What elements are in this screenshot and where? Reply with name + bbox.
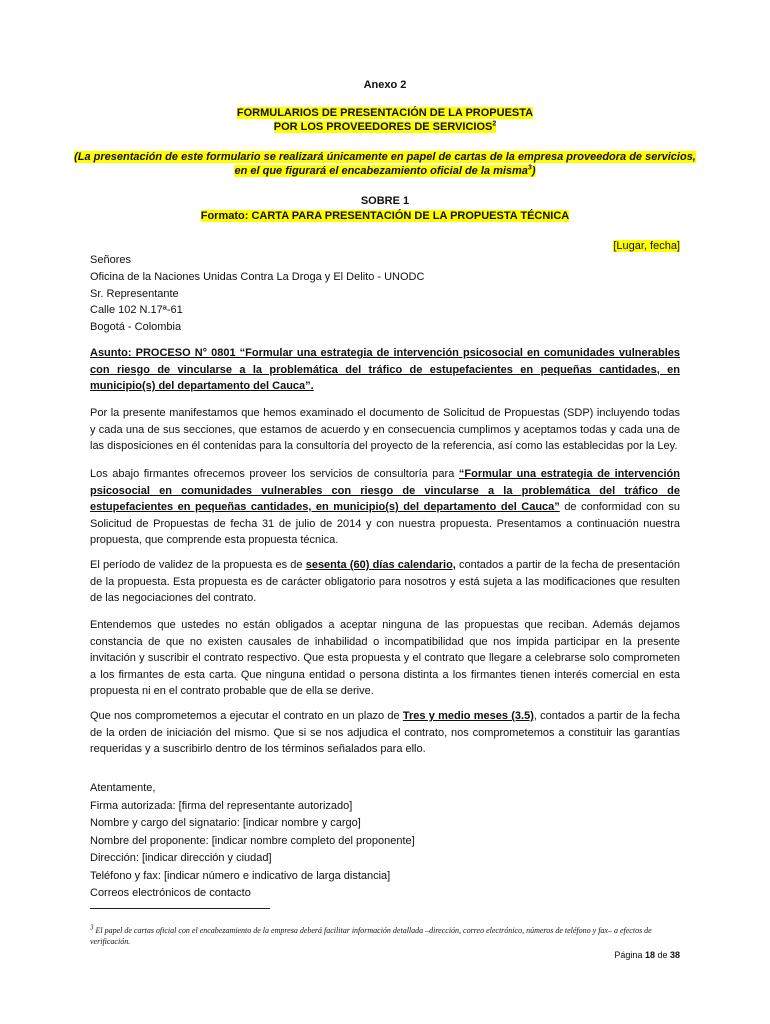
paragraph-2-rest: de conformidad con su Solicitud de Propuestas de fecha 31 de julio de 2014 y con nuestra propuesta. Presentamos a continuación nuestra propuesta, que comprende esta propuesta técnica.	[90, 501, 680, 546]
footnote-ref-3: 3	[527, 164, 532, 172]
footnote-divider	[90, 908, 270, 909]
page-of: de	[654, 950, 670, 960]
footnote-text: El papel de cartas oficial con el encabezamiento de la empresa deberá facilitar información detallada –dirección, correo electrónico, números de teléfono y fax– a efectos de verificación.	[90, 926, 652, 946]
form-title	[0, 106, 770, 134]
validity-period: sesenta (60) días calendario,	[305, 559, 456, 571]
page-label: Página	[614, 950, 645, 960]
paragraph-5	[90, 708, 680, 758]
form-note-line-2	[234, 165, 535, 177]
closing-line: Nombre del proponente: [indicar nombre completo del proponente]	[90, 834, 415, 847]
paragraph-2	[90, 466, 680, 549]
form-title-line-2-text: POR LOS PROVEEDORES DE SERVICIOS	[273, 121, 493, 133]
format-label	[0, 209, 770, 223]
signature-block	[90, 780, 680, 903]
page-number	[614, 950, 680, 960]
recipient-address	[90, 252, 680, 336]
closing-line: Dirección: [indicar dirección y ciudad]	[90, 852, 272, 864]
paragraph-3	[90, 557, 680, 607]
footnote	[90, 925, 680, 947]
form-title-line-1: FORMULARIOS DE PRESENTACIÓN DE LA PROPUESTA	[236, 107, 534, 119]
subject-line: Asunto: PROCESO N° 0801 “Formular una estrategia de intervención psicosocial en comunidades vulnerables con riesgo de vincularse a la problemática del tráfico de estupefacientes en pequeñas cantidades, en municipio(s) del departamento del Cauca”.	[90, 347, 680, 392]
address-line: Oficina de la Naciones Unidas Contra La Droga y El Delito - UNODC	[90, 270, 425, 283]
footnote-ref-2: 2	[492, 120, 497, 128]
form-note-close: )	[531, 165, 536, 177]
paragraph-5-rest: , contados a partir de la fecha de la orden de iniciación del mismo. Que si se nos adjudica el contrato, nos comprometemos a constituir las garantías requeridas y a suscribirlo dentro de los términos señalados para ello.	[90, 710, 680, 755]
closing-line: Atentamente,	[90, 782, 156, 794]
closing-line: Correos electrónicos de contacto	[90, 887, 251, 899]
paragraph-3-rest: contados a partir de la fecha de presentación de la propuesta. Esta propuesta es de carácter obligatorio para nosotros y está sujeta a las modificaciones que resulten de las negociaciones del contrato.	[90, 559, 680, 604]
form-title-line-2	[274, 121, 497, 133]
address-line: Bogotá - Colombia	[90, 321, 182, 334]
closing-line: Nombre y cargo del signatario: [indicar nombre y cargo]	[90, 817, 361, 829]
footnote-number: 3	[90, 923, 94, 932]
paragraph-2-intro: Los abajo firmantes ofrecemos proveer los servicios de consultoría para	[90, 468, 459, 480]
page-total: 38	[669, 950, 680, 960]
address-line: Señores	[90, 254, 131, 266]
paragraph-1: Por la presente manifestamos que hemos examinado el documento de Solicitud de Propuestas (SDP) incluyendo todas y cada una de sus secciones, que estamos de acuerdo y en consecuencia cumplimos y aceptamos todas y cada una de las disposiciones en él contenidas para la consultoría del proyecto de la referencia, así como las establecidas por la Ley.	[90, 407, 680, 452]
paragraph-5-intro: Que nos comprometemos a ejecutar el contrato en un plazo de	[90, 710, 403, 722]
page-current: 18	[644, 950, 655, 960]
paragraph-3-intro: El período de validez de la propuesta es de	[90, 559, 306, 571]
closing-line: Firma autorizada: [firma del representante autorizado]	[90, 799, 353, 812]
form-note-line-2-text: en el que figurará el encabezamiento oficial de la misma	[234, 165, 528, 177]
paragraph-2-project-title: “Formular una estrategia de intervención psicosocial en comunidades vulnerables con riesgo de vincularse a la problemática del tráfico de estupefacientes en pequeñas cantidades, en municipio(s) del departamento del Cauca”	[90, 468, 680, 513]
annex-heading: Anexo 2	[363, 79, 407, 91]
form-note-line-1: (La presentación de este formulario se realizará únicamente en papel de cartas de la empresa proveedora de servicios,	[74, 151, 696, 163]
format-label-text: Formato: CARTA PARA PRESENTACIÓN DE LA PROPUESTA TÉCNICA	[200, 210, 570, 222]
place-date-text: [Lugar, fecha]	[613, 240, 680, 252]
envelope-label: SOBRE 1	[360, 195, 410, 207]
closing-line: Teléfono y fax: [indicar número e indicativo de larga distancia]	[90, 869, 391, 882]
execution-term: Tres y medio meses (3.5)	[402, 710, 534, 722]
paragraph-4: Entendemos que ustedes no están obligados a aceptar ninguna de las propuestas que reciban. Además dejamos constancia de que no existen causales de inhabilidad o incompatibilidad que nos impida participar en la presente invitación y suscribir el contrato respectivo. Que esta propuesta y el contrato que llegare a celebrarse solo comprometen a los firmantes de esta carta. Que ninguna entidad o persona distinta a los firmantes tienen interés comercial en esta propuesta ni en el contrato probable que de ella se derive.	[90, 619, 680, 697]
address-line: Calle 102 N.17ª-61	[90, 304, 183, 317]
address-line: Sr. Representante	[90, 287, 179, 300]
form-note	[0, 150, 770, 178]
